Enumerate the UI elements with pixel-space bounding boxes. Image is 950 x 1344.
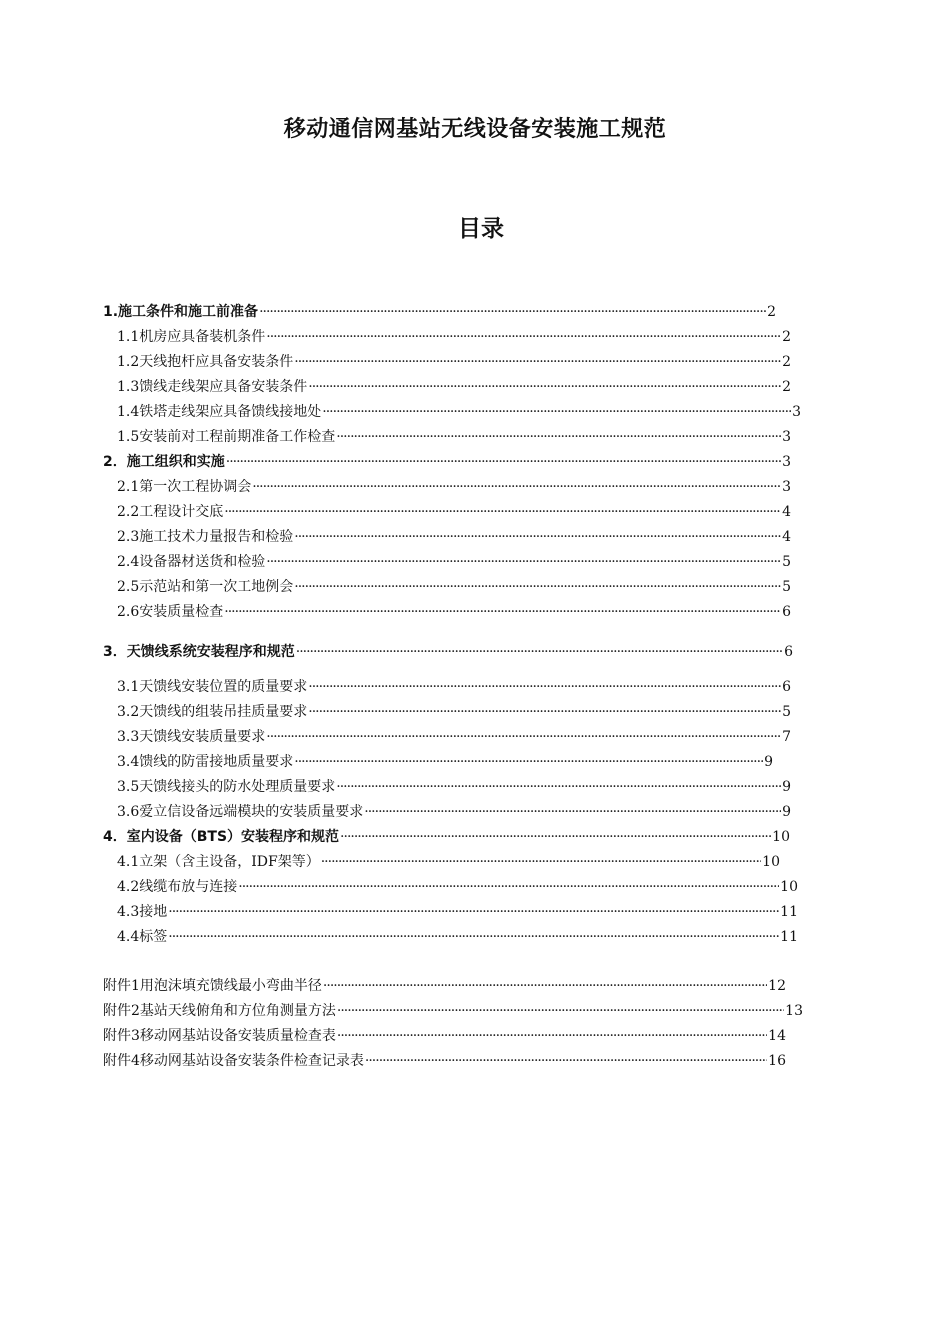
toc-entry-page: 3 bbox=[792, 404, 801, 420]
toc-entry-page: 5 bbox=[782, 579, 791, 595]
toc-leader bbox=[266, 327, 781, 347]
toc-entry-page: 13 bbox=[785, 1003, 803, 1019]
toc-entry-3-3[interactable] bbox=[117, 727, 791, 747]
toc-entry-page: 5 bbox=[782, 704, 791, 720]
toc-leader bbox=[226, 452, 781, 472]
toc-leader bbox=[294, 577, 781, 597]
toc-entry-3-4[interactable] bbox=[117, 752, 773, 772]
toc-entry-2-5[interactable] bbox=[117, 577, 791, 597]
toc-entry-label: 4.4标签 bbox=[117, 929, 168, 945]
toc-entry-page: 14 bbox=[768, 1028, 786, 1044]
toc-entry-2-3[interactable] bbox=[117, 527, 791, 547]
toc-leader bbox=[308, 677, 781, 697]
toc-leader bbox=[252, 477, 781, 497]
toc-entry-label: 4.2线缆布放与连接 bbox=[117, 879, 238, 895]
toc-entry-section-2[interactable] bbox=[103, 452, 791, 472]
toc-entry-label: 1.5安装前对工程前期准备工作检查 bbox=[117, 429, 336, 445]
toc-entry-1-3[interactable] bbox=[117, 377, 791, 397]
toc-entry-page: 11 bbox=[780, 904, 798, 920]
toc-entry-page: 9 bbox=[782, 804, 791, 820]
toc-entry-section-1[interactable] bbox=[103, 302, 776, 322]
toc-entry-page: 16 bbox=[768, 1053, 786, 1069]
toc-entry-page: 11 bbox=[780, 929, 798, 945]
toc-entry-section-3[interactable] bbox=[103, 642, 793, 662]
toc-entry-label: 2.3施工技术力量报告和检验 bbox=[117, 529, 294, 545]
toc-entry-label: 4.3接地 bbox=[117, 904, 168, 920]
toc-leader bbox=[294, 352, 781, 372]
toc-entry-page: 9 bbox=[764, 754, 773, 770]
toc-leader bbox=[308, 702, 781, 722]
toc-entry-appendix-2[interactable] bbox=[103, 1001, 803, 1021]
toc-leader bbox=[259, 302, 766, 322]
toc-leader bbox=[224, 502, 781, 522]
toc-leader bbox=[266, 552, 781, 572]
toc-entry-appendix-3[interactable] bbox=[103, 1026, 786, 1046]
toc-entry-label: 1.3馈线走线架应具备安装条件 bbox=[117, 379, 308, 395]
toc-entry-page: 6 bbox=[782, 679, 791, 695]
toc-entry-4-3[interactable] bbox=[117, 902, 798, 922]
toc-entry-label: 3.2天馈线的组装吊挂质量要求 bbox=[117, 704, 308, 720]
toc-entry-page: 2 bbox=[782, 354, 791, 370]
toc-entry-3-1[interactable] bbox=[117, 677, 791, 697]
toc-entry-4-1[interactable] bbox=[117, 852, 780, 872]
toc-entry-page: 3 bbox=[782, 429, 791, 445]
toc-entry-page: 10 bbox=[780, 879, 798, 895]
document-title: 移动通信网基站无线设备安装施工规范 bbox=[283, 117, 667, 142]
toc-entry-3-5[interactable] bbox=[117, 777, 791, 797]
toc-entry-2-4[interactable] bbox=[117, 552, 791, 572]
toc-entry-2-6[interactable] bbox=[117, 602, 791, 622]
toc-leader bbox=[266, 727, 781, 747]
toc-entry-label: 2.5示范站和第一次工地例会 bbox=[117, 579, 294, 595]
toc-leader bbox=[224, 602, 781, 622]
toc-entry-appendix-1[interactable] bbox=[103, 976, 786, 996]
toc-entry-label: 附件2基站天线俯角和方位角测量方法 bbox=[103, 1003, 336, 1019]
toc-entry-label: 2.6安装质量检查 bbox=[117, 604, 224, 620]
toc-entry-label: 2．施工组织和实施 bbox=[103, 454, 225, 470]
toc-entry-page: 2 bbox=[782, 329, 791, 345]
toc-entry-3-2[interactable] bbox=[117, 702, 791, 722]
toc-entry-1-2[interactable] bbox=[117, 352, 791, 372]
toc-entry-label: 2.2工程设计交底 bbox=[117, 504, 224, 520]
toc-entry-page: 6 bbox=[784, 644, 793, 660]
toc-entry-1-5[interactable] bbox=[117, 427, 791, 447]
toc-entry-4-2[interactable] bbox=[117, 877, 798, 897]
toc-leader bbox=[336, 427, 781, 447]
toc-leader bbox=[321, 852, 761, 872]
toc-entry-page: 5 bbox=[782, 554, 791, 570]
toc-heading: 目录 bbox=[458, 216, 504, 242]
toc-leader bbox=[296, 642, 783, 662]
toc-entry-label: 3.4馈线的防雷接地质量要求 bbox=[117, 754, 294, 770]
toc-entry-label: 3.6爱立信设备远端模块的安装质量要求 bbox=[117, 804, 364, 820]
toc-entry-2-1[interactable] bbox=[117, 477, 791, 497]
toc-entry-label: 附件3移动网基站设备安装质量检查表 bbox=[103, 1028, 336, 1044]
toc-leader bbox=[308, 377, 781, 397]
toc-entry-4-4[interactable] bbox=[117, 927, 798, 947]
toc-entry-2-2[interactable] bbox=[117, 502, 791, 522]
toc-entry-label: 3.5天馈线接头的防水处理质量要求 bbox=[117, 779, 336, 795]
toc-entry-page: 10 bbox=[762, 854, 780, 870]
toc-leader bbox=[322, 402, 791, 422]
toc-entry-label: 1.1机房应具备装机条件 bbox=[117, 329, 266, 345]
toc-entry-label: 3．天馈线系统安装程序和规范 bbox=[103, 644, 295, 660]
toc-leader bbox=[323, 976, 767, 996]
toc-entry-label: 2.4设备器材送货和检验 bbox=[117, 554, 266, 570]
toc-entry-1-1[interactable] bbox=[117, 327, 791, 347]
toc-entry-page: 12 bbox=[768, 978, 786, 994]
toc-entry-appendix-4[interactable] bbox=[103, 1051, 786, 1071]
toc-entry-label: 1.施工条件和施工前准备 bbox=[103, 304, 259, 320]
toc-leader bbox=[238, 877, 779, 897]
toc-leader bbox=[294, 527, 781, 547]
toc-leader bbox=[337, 1026, 767, 1046]
toc-leader bbox=[336, 777, 781, 797]
toc-leader bbox=[337, 1001, 784, 1021]
toc-entry-page: 2 bbox=[782, 379, 791, 395]
toc-leader bbox=[365, 1051, 767, 1071]
toc-entry-label: 4.1立架（含主设备，IDF架等） bbox=[117, 854, 320, 870]
toc-entry-page: 7 bbox=[782, 729, 791, 745]
toc-entry-1-4[interactable] bbox=[117, 402, 801, 422]
toc-entry-label: 3.3天馈线安装质量要求 bbox=[117, 729, 266, 745]
toc-entry-label: 2.1第一次工程协调会 bbox=[117, 479, 252, 495]
toc-entry-page: 4 bbox=[782, 504, 791, 520]
toc-leader bbox=[364, 802, 781, 822]
toc-entry-label: 附件1用泡沫填充馈线最小弯曲半径 bbox=[103, 978, 322, 994]
toc-entry-page: 3 bbox=[782, 479, 791, 495]
toc-entry-label: 1.4铁塔走线架应具备馈线接地处 bbox=[117, 404, 322, 420]
toc-entry-page: 2 bbox=[767, 304, 776, 320]
toc-entry-3-6[interactable] bbox=[117, 802, 791, 822]
toc-leader bbox=[340, 827, 771, 847]
toc-leader bbox=[168, 927, 779, 947]
toc-entry-label: 3.1天馈线安装位置的质量要求 bbox=[117, 679, 308, 695]
toc-entry-section-4[interactable] bbox=[103, 827, 790, 847]
toc-entry-label: 4．室内设备（BTS）安装程序和规范 bbox=[103, 829, 340, 845]
toc-entry-page: 10 bbox=[772, 829, 790, 845]
toc-entry-page: 3 bbox=[782, 454, 791, 470]
toc-leader bbox=[168, 902, 779, 922]
toc-entry-page: 4 bbox=[782, 529, 791, 545]
toc-entry-page: 6 bbox=[782, 604, 791, 620]
toc-entry-page: 9 bbox=[782, 779, 791, 795]
toc-entry-label: 1.2天线抱杆应具备安装条件 bbox=[117, 354, 294, 370]
toc-leader bbox=[294, 752, 763, 772]
toc-entry-label: 附件4移动网基站设备安装条件检查记录表 bbox=[103, 1053, 364, 1069]
